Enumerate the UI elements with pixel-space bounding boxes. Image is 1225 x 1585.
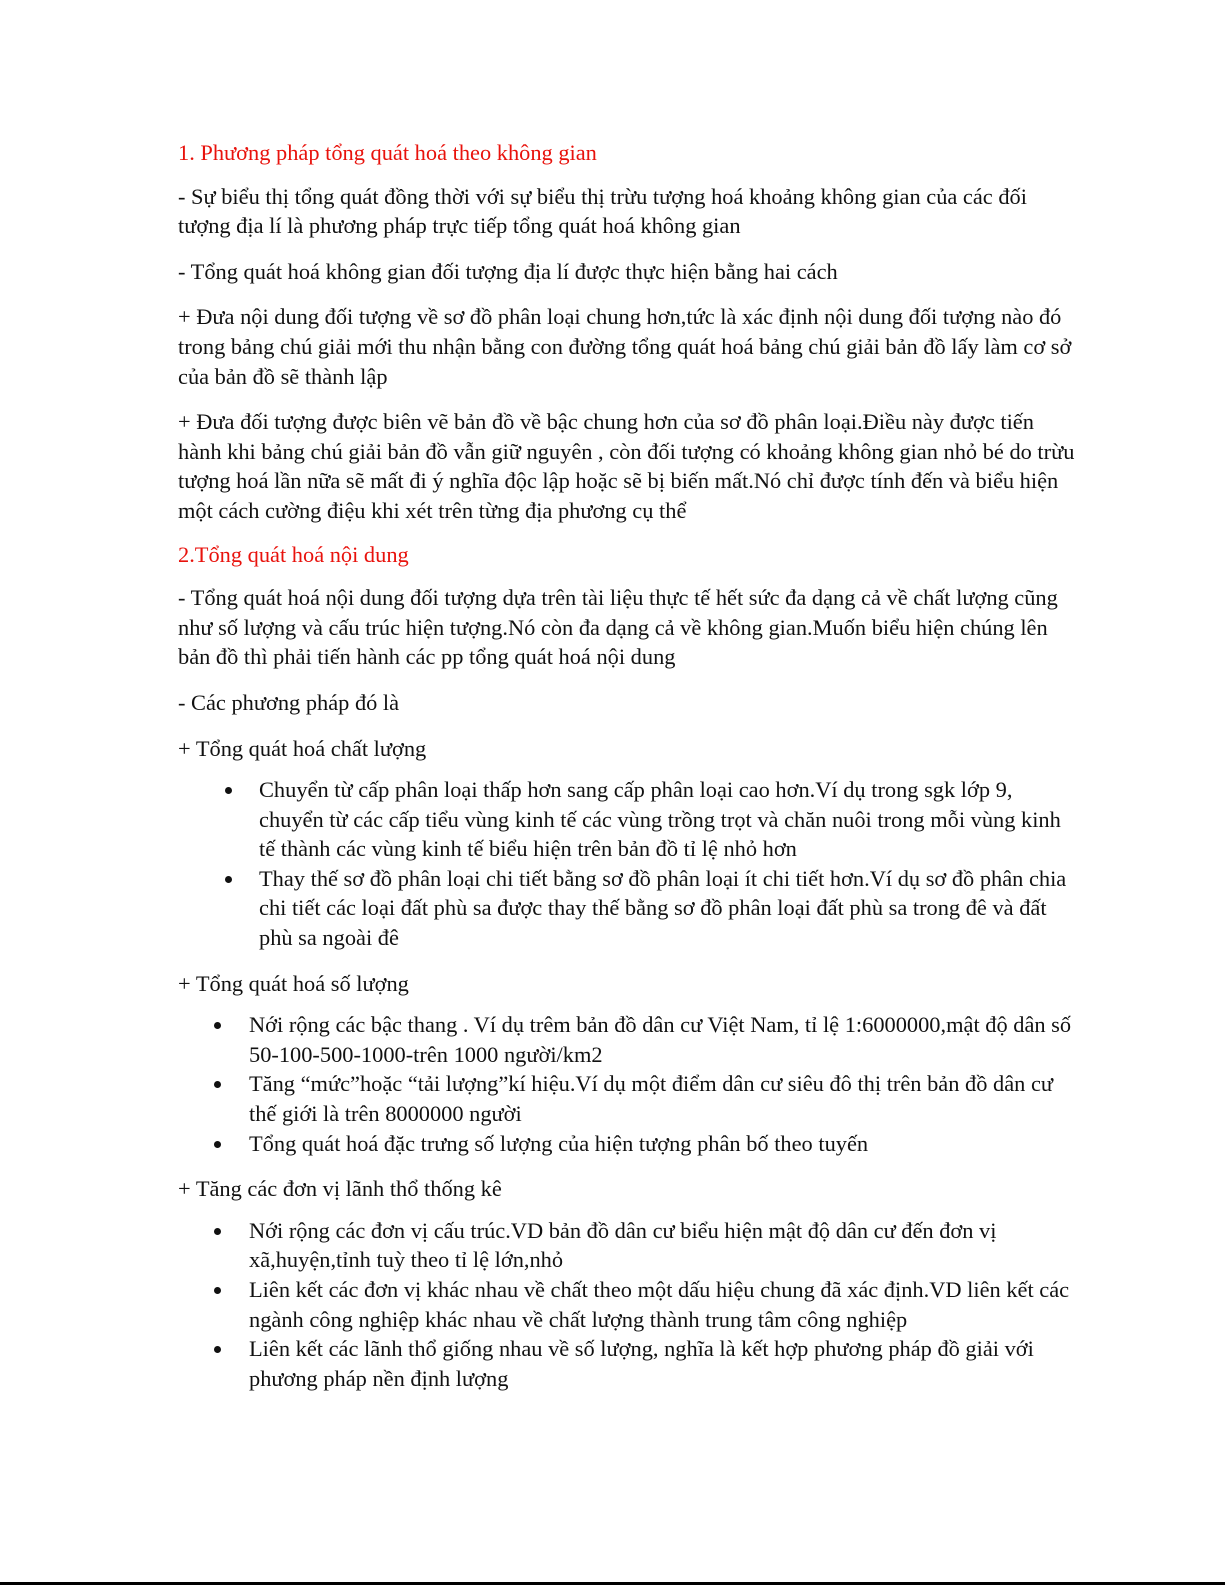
- list-item: Tổng quát hoá đặc trưng số lượng của hiện tượng phân bố theo tuyến: [249, 1129, 1078, 1159]
- territory-list: [178, 1216, 1078, 1394]
- section-1-paragraph-2: - Tổng quát hoá không gian đối tượng địa lí được thực hiện bằng hai cách: [178, 258, 838, 284]
- section-1-paragraph-1: - Sự biểu thị tổng quát đồng thời với sự biểu thị trừu tượng hoá khoảng không gian của các đối tượng địa lí là phương pháp trực tiếp tổng quát hoá không gian: [178, 183, 1027, 239]
- list-item: Nới rộng các bậc thang . Ví dụ trêm bản đồ dân cư Việt Nam, tỉ lệ 1:6000000,mật độ dân số 50-100-500-1000-trên 1000 người/km2: [249, 1010, 1078, 1069]
- bullet-icon: [214, 1022, 221, 1029]
- section-2-intro: - Tổng quát hoá nội dung đối tượng dựa trên tài liệu thực tế hết sức đa dạng cả về chất lượng cũng như số lượng và cấu trúc hiện tượng.Nó còn đa dạng cả về không gian.Muốn biểu hiện chúng lên bản đồ thì phải tiến hành các pp tổng quát hoá nội dung: [178, 585, 1058, 670]
- bullet-icon: [214, 1228, 221, 1235]
- list-item: Liên kết các đơn vị khác nhau về chất theo một dấu hiệu chung đã xác định.VD liên kết các ngành công nghiệp khác nhau về chất lượng thành trung tâm công nghiệp: [249, 1275, 1078, 1334]
- quality-title: + Tổng quát hoá chất lượng: [178, 735, 427, 761]
- quantity-list: [178, 1010, 1078, 1158]
- bullet-icon: [214, 1287, 221, 1294]
- bullet-icon: [214, 1346, 221, 1353]
- list-item: Liên kết các lãnh thổ giống nhau về số lượng, nghĩa là kết hợp phương pháp đồ giải với phương pháp nền định lượng: [249, 1334, 1078, 1393]
- bullet-icon: [225, 787, 232, 794]
- quantity-title: + Tổng quát hoá số lượng: [178, 970, 409, 996]
- bullet-icon: [225, 876, 232, 883]
- quality-list: [178, 775, 1078, 953]
- document-page: [178, 138, 1078, 1409]
- bullet-icon: [214, 1141, 221, 1148]
- bullet-icon: [214, 1081, 221, 1088]
- list-item: Chuyển từ cấp phân loại thấp hơn sang cấp phân loại cao hơn.Ví dụ trong sgk lớp 9, chuyển từ các cấp tiểu vùng kinh tế các vùng trồng trọt và chăn nuôi trong mỗi vùng kinh tế thành các vùng kinh tế biểu hiện trên bản đồ tỉ lệ nhỏ hơn: [259, 775, 1078, 864]
- list-item: Thay thế sơ đồ phân loại chi tiết bằng sơ đồ phân loại ít chi tiết hơn.Ví dụ sơ đồ phân chia chi tiết các loại đất phù sa được thay thế bằng sơ đồ phân loại đất phù sa trong đê và đất phù sa ngoài đê: [259, 864, 1078, 953]
- section-1-paragraph-4: + Đưa đối tượng được biên vẽ bản đồ về bậc chung hơn của sơ đồ phân loại.Điều này được tiến hành khi bảng chú giải bản đồ vẫn giữ nguyên , còn đối tượng có khoảng không gian nhỏ bé do trừu tượng hoá lần nữa sẽ mất đi ý nghĩa độc lập hoặc sẽ bị biến mất.Nó chỉ được tính đến và biểu hiện một cách cường điệu khi xét trên từng địa phương cụ thể: [178, 409, 1075, 523]
- list-item: Tăng “mức”hoặc “tải lượng”kí hiệu.Ví dụ một điểm dân cư siêu đô thị trên bản đồ dân cư thế giới là trên 8000000 người: [249, 1069, 1078, 1128]
- section-1-heading: 1. Phương pháp tổng quát hoá theo không gian: [178, 140, 597, 165]
- territory-title: + Tăng các đơn vị lãnh thổ thống kê: [178, 1176, 502, 1202]
- list-item: Nới rộng các đơn vị cấu trúc.VD bản đồ dân cư biểu hiện mật độ dân cư đến đơn vị xã,huyện,tỉnh tuỳ theo tỉ lệ lớn,nhỏ: [249, 1216, 1078, 1275]
- methods-line: - Các phương pháp đó là: [178, 689, 400, 715]
- section-1-paragraph-3: + Đưa nội dung đối tượng về sơ đồ phân loại chung hơn,tức là xác định nội dung đối tượng nào đó trong bảng chú giải mới thu nhận bằng con đường tổng quát hoá bảng chú giải bản đồ lấy làm cơ sở của bản đồ sẽ thành lập: [178, 304, 1072, 389]
- section-2-heading: 2.Tổng quát hoá nội dung: [178, 541, 409, 567]
